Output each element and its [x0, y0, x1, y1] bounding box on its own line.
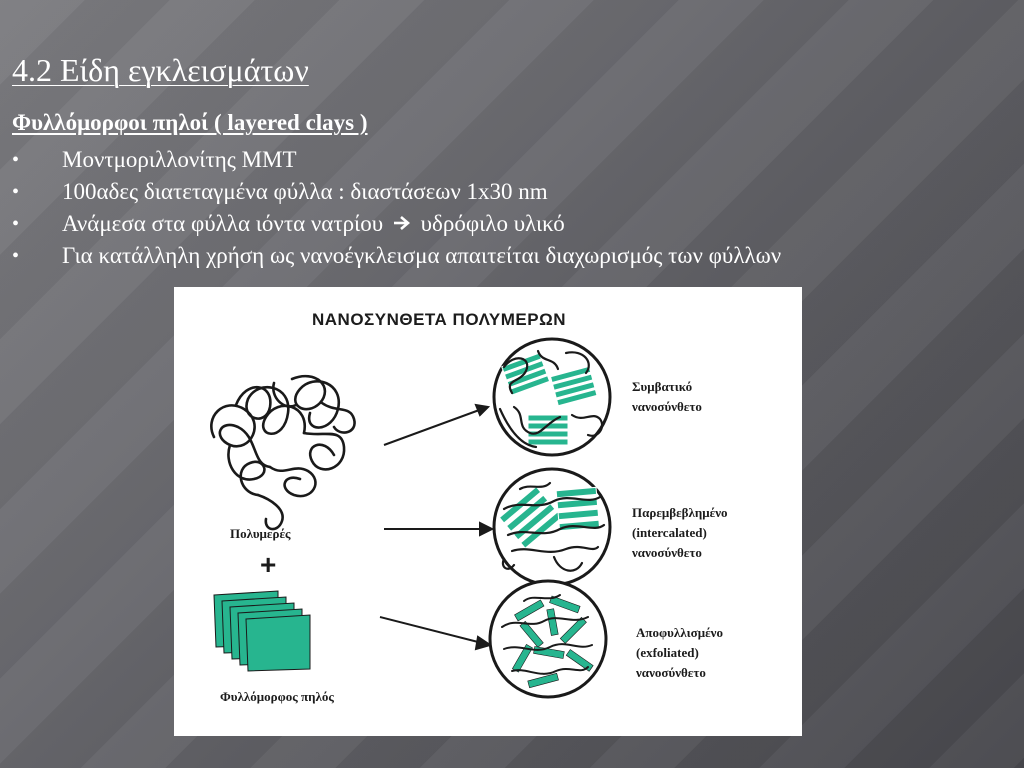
right-arrow-icon: [393, 208, 411, 240]
arrow-head: [476, 637, 490, 649]
clay-label: Φυλλόμορφος πηλός: [220, 689, 334, 704]
bullet-item: [12, 240, 781, 272]
bullet-icon: •: [12, 213, 20, 235]
bullet-text: Μοντμοριλλονίτης MMT: [62, 147, 297, 172]
arrow-to-conventional: [384, 409, 482, 445]
bullet-text: 100αδες διατεταγμένα φύλλα : διαστάσεων 1x30 nm: [62, 179, 548, 204]
bullet-icon: •: [12, 245, 20, 267]
arrows: [380, 405, 492, 649]
layered-clay-illustration: [214, 591, 310, 671]
polymer-chain-illustration: [211, 376, 354, 529]
plus-sign: +: [260, 549, 277, 580]
arrow-to-exfoliated: [380, 617, 482, 643]
intercalated-nanocomposite-illustration: [494, 469, 610, 585]
bullet-item: [12, 144, 781, 176]
bullet-icon: •: [12, 149, 20, 171]
bullet-text: υδρόφιλο υλικό: [420, 211, 565, 236]
type-3-line-1: Αποφυλλισμένο: [636, 625, 723, 640]
slide-title: 4.2 Είδη εγκλεισμάτων: [12, 52, 309, 88]
type-2-line-2: (intercalated): [632, 525, 707, 540]
bullet-text: Για κατάλληλη χρήση ως νανοέγκλεισμα απαιτείται διαχωρισμός των φύλλων: [62, 243, 782, 268]
nanocomposite-diagram: [174, 287, 802, 736]
arrow-head: [480, 523, 492, 535]
bullet-list: [12, 144, 781, 272]
type-2-line-1: Παρεμβεβλημένο: [632, 505, 728, 520]
type-3-line-2: (exfoliated): [636, 645, 699, 660]
conventional-nanocomposite-illustration: [494, 339, 610, 455]
bullet-text: Ανάμεσα στα φύλλα ιόντα νατρίου: [62, 211, 384, 236]
bullet-item: [12, 208, 781, 240]
type-3-line-3: νανοσύνθετο: [636, 665, 706, 680]
type-1-line-1: Συμβατικό: [632, 379, 693, 394]
type-1-line-2: νανοσύνθετο: [632, 399, 702, 414]
arrow-head: [476, 405, 488, 415]
type-2-line-3: νανοσύνθετο: [632, 545, 702, 560]
exfoliated-nanocomposite-illustration: [490, 581, 606, 697]
section-subtitle: Φυλλόμορφοι πηλοί ( layered clays ): [12, 110, 368, 135]
polymer-label: Πολυμερές: [230, 526, 291, 541]
diagram-canvas: [174, 287, 802, 736]
bullet-icon: •: [12, 181, 20, 203]
bullet-item: [12, 176, 781, 208]
figure-title: ΝΑΝΟΣΥΝΘΕΤΑ ΠΟΛΥΜΕΡΩΝ: [312, 310, 566, 329]
